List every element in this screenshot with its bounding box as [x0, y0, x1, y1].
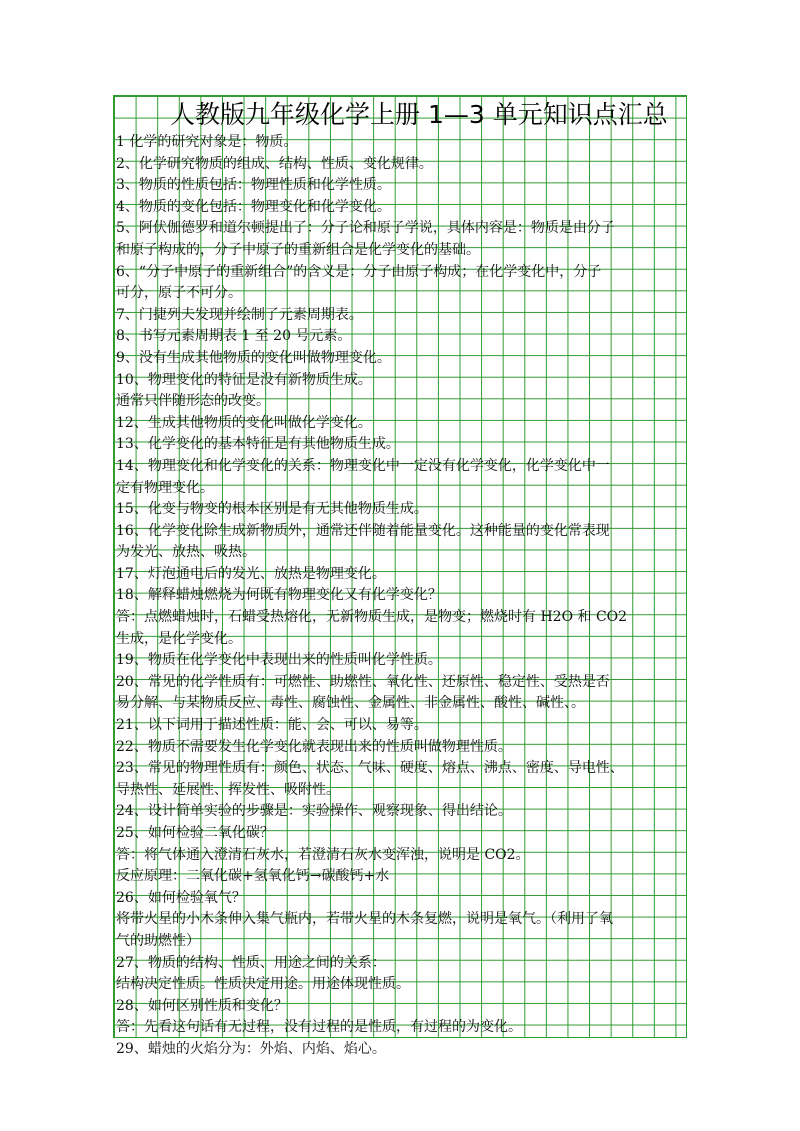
text-line: 29、蜡烛的火焰分为：外焰、内焰、焰心。	[116, 1040, 386, 1057]
text-line: 反应原理：二氧化碳+氢氧化钙→碳酸钙+水	[116, 868, 390, 885]
text-line: 25、如何检验二氧化碳？	[116, 825, 274, 841]
text-line: 4、物质的变化包括：物理变化和化学变化。	[116, 198, 391, 215]
text-line: 16、化学变化除生成新物质外，通常还伴随着能量变化。这种能量的变化常表现	[116, 522, 610, 539]
text-line: 通常只伴随形态的改变。	[116, 393, 270, 410]
text-line: 3、物质的性质包括：物理性质和化学性质。	[116, 177, 391, 194]
text-line: 20、常见的化学性质有：可燃性、助燃性、氧化性、还原性、稳定性、受热是否	[116, 673, 610, 690]
text-line: 定有物理变化。	[116, 479, 214, 496]
text-line: 导热性、延展性、挥发性、吸附性。	[116, 781, 340, 798]
document-title: 人教版九年级化学上册 1—3 单元知识点汇总	[170, 100, 668, 129]
text-line: 24、设计简单实验的步骤是：实验操作、观察现象、得出结论。	[116, 803, 512, 820]
text-line: 1 化学的研究对象是：物质。	[116, 134, 298, 150]
document-body	[116, 132, 688, 1061]
text-line: 答：将气体通入澄清石灰水，若澄清石灰水变浑浊，说明是 CO2。	[116, 846, 530, 863]
text-line: 28、如何区别性质和变化？	[116, 997, 288, 1014]
text-line: 气的助燃性）	[116, 932, 200, 949]
text-line: 23、常见的物理性质有：颜色、状态、气味、硬度、熔点、沸点、密度、导电性、	[116, 760, 624, 777]
text-line: 和原子构成的，分子中原子的重新组合是化学变化的基础。	[116, 241, 480, 258]
text-line: 2、化学研究物质的组成、结构、性质、变化规律。	[116, 155, 433, 172]
text-line: 26、如何检验氧气？	[116, 889, 246, 906]
text-line: 易分解、与某物质反应、毒性、腐蚀性、金属性、非金属性、酸性、碱性、。	[116, 695, 585, 712]
text-line: 10、物理变化的特征是没有新物质生成。	[116, 371, 372, 388]
text-line: 8、书写元素周期表 1 至 20 号元素。	[116, 328, 352, 345]
text-line: 将带火星的小木条伸入集气瓶内，若带火星的木条复燃，说明是氧气。（利用了氧	[116, 911, 613, 928]
text-line: 可分，原子不可分。	[116, 285, 242, 302]
text-line: 5、阿伏伽德罗和道尔顿提出了：分子论和原子学说，具体内容是：物质是由分子	[116, 220, 615, 237]
text-line: 生成，是化学变化。	[116, 630, 242, 647]
text-line: 14、物理变化和化学变化的关系：物理变化中一定没有化学变化，化学变化中一	[116, 457, 610, 474]
text-line: 15、化变与物变的根本区别是有无其他物质生成。	[116, 501, 428, 518]
text-line: 9、没有生成其他物质的变化叫做物理变化。	[116, 349, 391, 366]
text-line: 19、物质在化学变化中表现出来的性质叫化学性质。	[116, 652, 442, 669]
text-line: 18、解释蜡烛燃烧为何既有物理变化又有化学变化？	[116, 587, 442, 604]
text-line: 17、灯泡通电后的发光、放热是物理变化。	[116, 565, 386, 582]
text-line: 答：先看这句话有无过程，没有过程的是性质，有过程的为变化。	[116, 1019, 522, 1036]
text-line: 22、物质不需要发生化学变化就表现出来的性质叫做物理性质。	[116, 738, 512, 755]
text-line: 为发光、放热、吸热。	[116, 544, 256, 561]
text-line: 12、生成其他物质的变化叫做化学变化。	[116, 414, 372, 431]
text-line: 6、“分子中原子的重新组合”的含义是：分子由原子构成；在化学变化中，分子	[116, 263, 602, 280]
text-line: 7、门捷列夫发现并绘制了元素周期表。	[116, 306, 363, 323]
text-line: 27、物质的结构、性质、用途之间的关系：	[116, 954, 386, 971]
text-line: 答：点燃蜡烛时，石蜡受热熔化，无新物质生成，是物变；燃烧时有 H2O 和 CO2	[116, 609, 628, 626]
text-line: 结构决定性质。性质决定用途。用途体现性质。	[116, 976, 410, 993]
text-line: 13、化学变化的基本特征是有其他物质生成。	[116, 436, 400, 453]
text-line: 21、以下词用于描述性质：能、会、可以、易等。	[116, 717, 428, 734]
